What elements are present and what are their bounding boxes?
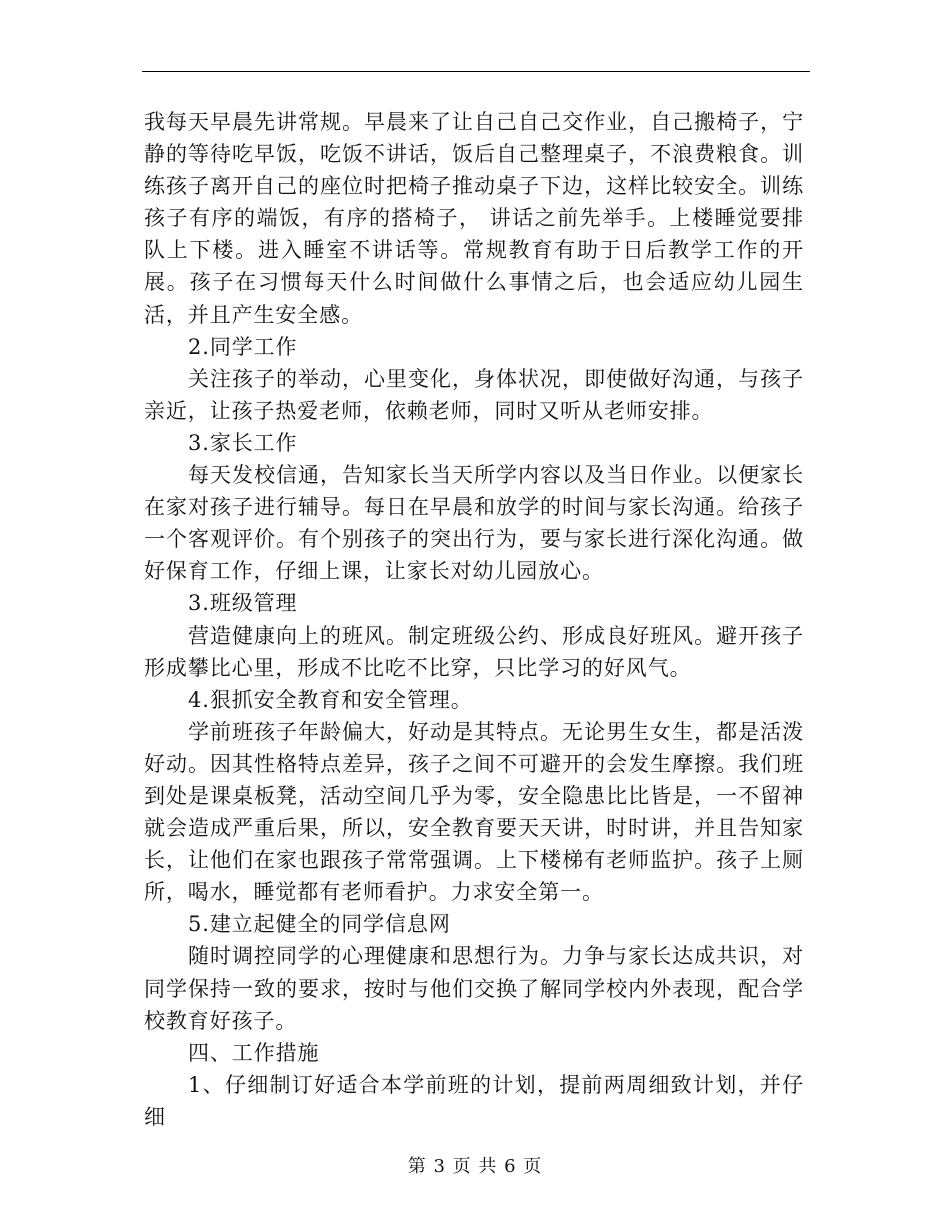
header-rule [142,71,810,72]
paragraph: 营造健康向上的班风。制定班级公约、形成良好班风。避开孩子形成攀比心里，形成不比吃不比穿，只比学习的好风气。 [144,623,804,680]
section-heading: 4.狠抓安全教育和安全管理。 [188,687,473,712]
paragraph: 学前班孩子年龄偏大，好动是其特点。无论男生女生，都是活泼好动。因其性格特点差异，孩子之间不可避开的会发生摩擦。我们班到处是课桌板凳，活动空间几乎为零，安全隐患比比皆是，一不留神就会造成严重后果，所以，安全教育要天天讲，时时讲，并且告知家长，让他们在家也跟孩子常常强调。上下楼梯有老师监护。孩子上厕所，喝水，睡觉都有老师看护。力求安全第一。 [144,719,804,905]
body-text [144,106,804,1133]
paragraph: 1、仔细制订好适合本学前班的计划，提前两周细致计划，并仔细 [144,1072,804,1129]
paragraph: 关注孩子的举动，心里变化，身体状况，即使做好沟通，与孩子亲近，让孩子热爱老师，依赖老师，同时又听从老师安排。 [144,366,804,423]
section-heading: 5.建立起健全的同学信息网 [188,912,451,937]
paragraph: 我每天早晨先讲常规。早晨来了让自己自己交作业，自己搬椅子，宁静的等待吃早饭，吃饭不讲话，饭后自己整理桌子，不浪费粮食。训练孩子离开自己的座位时把椅子推动桌子下边，这样比较安全。训练孩子有序的端饭，有序的搭椅子， 讲话之前先举手。上楼睡觉要排队上下楼。进入睡室不讲话等。常规教育有助于日后教学工作的开展。孩子在习惯每天什么时间做什么事情之后，也会适应幼儿园生活，并且产生安全感。 [144,110,804,327]
section-heading: 2.同学工作 [188,334,298,359]
page-number-footer: 第 3 页 共 6 页 [407,1156,543,1177]
paragraph: 每天发校信通，告知家长当天所学内容以及当日作业。以便家长在家对孩子进行辅导。每日在早晨和放学的时间与家长沟通。给孩子一个客观评价。有个别孩子的突出行为，要与家长进行深化沟通。做好保育工作，仔细上课，让家长对幼儿园放心。 [144,463,804,584]
section-heading: 3.班级管理 [188,591,298,616]
section-heading: 四、工作措施 [188,1040,320,1065]
paragraph: 随时调控同学的心理健康和思想行为。力争与家长达成共识，对同学保持一致的要求，按时与他们交换了解同学校内外表现，配合学校教育好孩子。 [144,944,804,1033]
section-heading: 3.家长工作 [188,430,298,455]
